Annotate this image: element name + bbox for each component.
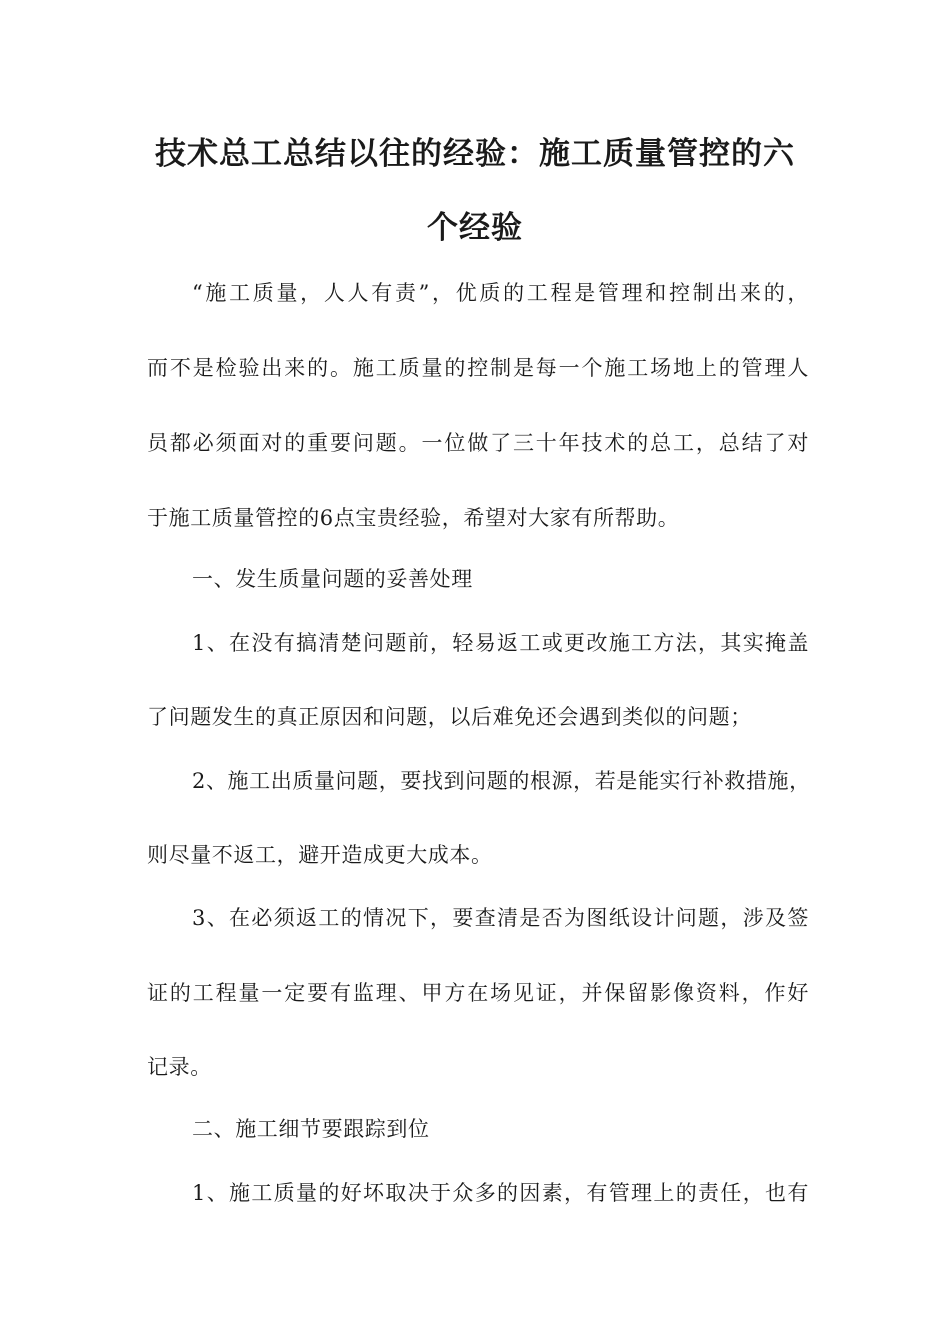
- document-title-line-1: 技术总工总结以往的经验：施工质量管控的六: [155, 136, 795, 172]
- item-1-1-line-2: 了问题发生的真正原因和问题，以后难免还会遇到类似的问题；: [147, 705, 752, 729]
- paragraph-intro-line-1: “施工质量，人人有责”，优质的工程是管理和控制出来的，: [192, 281, 809, 305]
- paragraph-intro-line-4: 于施工质量管控的6点宝贵经验，希望对大家有所帮助。: [147, 506, 680, 530]
- item-1-3-line-1: 3、在必须返工的情况下，要查清是否为图纸设计问题，涉及签: [192, 906, 809, 930]
- paragraph-intro-line-2: 而不是检验出来的。施工质量的控制是每一个施工场地上的管理人: [147, 356, 809, 380]
- item-1-3-line-3: 记录。: [147, 1055, 212, 1079]
- item-2-1-line-1: 1、施工质量的好坏取决于众多的因素，有管理上的责任，也有: [192, 1181, 809, 1205]
- paragraph-intro-line-3: 员都必须面对的重要问题。一位做了三十年技术的总工，总结了对: [147, 431, 809, 455]
- section-heading-2: 二、施工细节要跟踪到位: [192, 1117, 430, 1141]
- item-1-2-line-2: 则尽量不返工，避开造成更大成本。: [147, 843, 493, 867]
- section-heading-1: 一、发生质量问题的妥善处理: [192, 567, 473, 591]
- document-title-line-2: 个经验: [427, 210, 523, 246]
- item-1-2-line-1: 2、施工出质量问题，要找到问题的根源，若是能实行补救措施，: [192, 769, 811, 793]
- item-1-1-line-1: 1、在没有搞清楚问题前，轻易返工或更改施工方法，其实掩盖: [192, 631, 809, 655]
- item-1-3-line-2: 证的工程量一定要有监理、甲方在场见证，并保留影像资料，作好: [147, 981, 809, 1005]
